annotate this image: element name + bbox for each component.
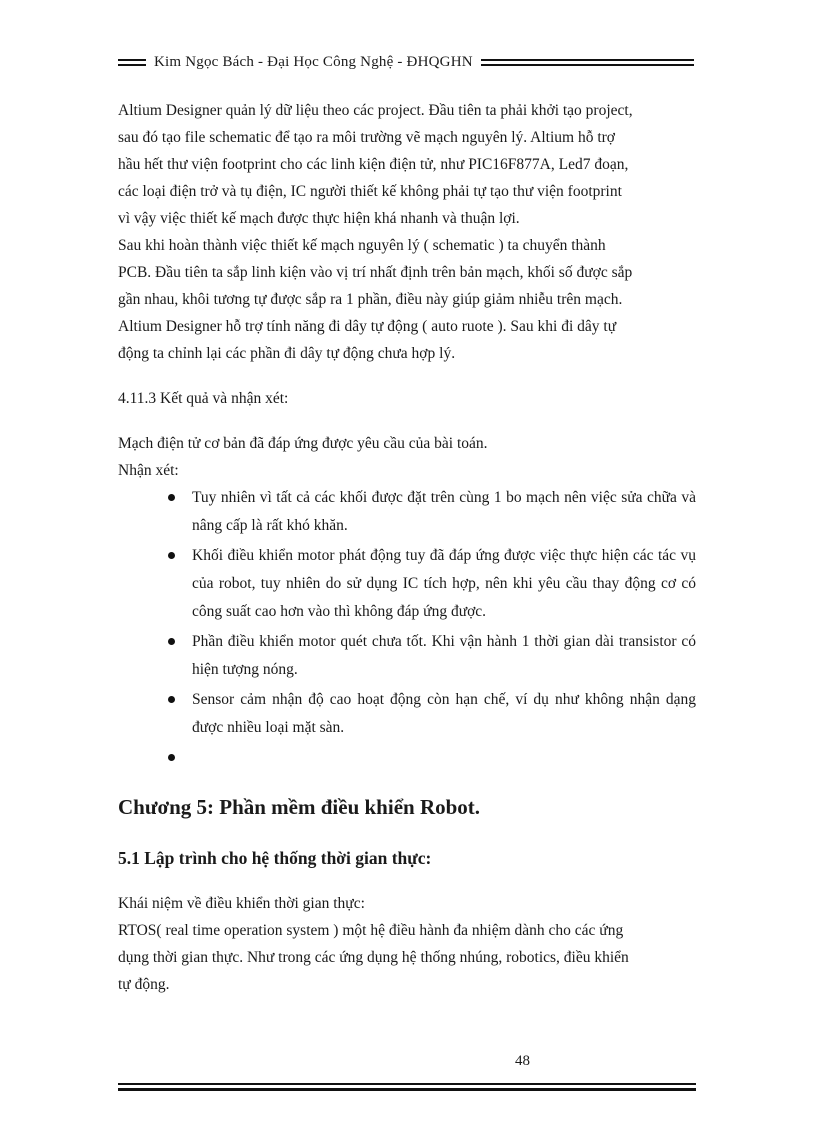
paragraph-line: các loại điện trở và tụ điện, IC người thiết kế không phải tự tạo thư viện footprint [118,183,622,200]
paragraph-line: hầu hết thư viện footprint cho các linh kiện điện tử, như PIC16F877A, Led7 đoạn, [118,156,629,173]
result-line: Mạch điện tử cơ bản đã đáp ứng được yêu cầu của bài toán. [118,435,488,452]
page-body [118,97,696,998]
rtos-paragraph [118,917,696,998]
list-item: Khối điều khiển motor phát động tuy đã đáp ứng được việc thực hiện các tác vụ của robot, tuy nhiên do sử dụng IC tích hợp, nên khi yêu cầu thay động cơ có công suất cao hơn vào thì không đáp ứng được. [192,542,696,626]
paragraph-line: động ta chỉnh lại các phần đi dây tự động chưa hợp lý. [118,345,456,362]
paragraph-line: Altium Designer hỗ trợ tính năng đi dây tự động ( auto ruote ). Sau khi đi dây tự [118,318,617,335]
paragraph-line: RTOS( real time operation system ) một hệ điều hành đa nhiệm dành cho các ứng [118,922,624,939]
list-item: Sensor cảm nhận độ cao hoạt động còn hạn chế, ví dụ như không nhận dạng được nhiều loại mặt sàn. [192,686,696,742]
header-rule-right [481,59,694,66]
paragraph-line: sau đó tạo file schematic để tạo ra môi trường vẽ mạch nguyên lý. Altium hỗ trợ [118,129,615,146]
paragraph-line: Altium Designer quản lý dữ liệu theo các project. Đầu tiên ta phải khởi tạo project, [118,102,633,119]
page-header [118,50,694,74]
remarks-label: Nhận xét: [118,462,179,479]
page-number: 48 [515,1053,530,1069]
header-title: Kim Ngọc Bách - Đại Học Công Nghệ - ĐHQGHN [154,53,473,70]
intro-paragraph [118,97,696,232]
rtos-concept-label: Khái niệm về điều khiển thời gian thực: [118,895,365,912]
paragraph-line: tự động. [118,976,170,993]
paragraph-line: dụng thời gian thực. Như trong các ứng dụng hệ thống nhúng, robotics, điều khiển [118,949,629,966]
header-rule-left [118,59,146,66]
paragraph-line: gần nhau, khôi tương tự được sắp ra 1 phần, điều này giúp giảm nhiễu trên mạch. [118,291,623,308]
section-heading-5-1: 5.1 Lập trình cho hệ thống thời gian thực: [118,848,432,868]
paragraph-line: PCB. Đầu tiên ta sắp linh kiện vào vị trí nhất định trên bản mạch, khối số được sắp [118,264,633,281]
list-item: Tuy nhiên vì tất cả các khối được đặt trên cùng 1 bo mạch nên việc sửa chữa và nâng cấp là rất khó khăn. [192,484,696,540]
footer-rule [118,1083,696,1091]
pcb-paragraph [118,232,696,367]
chapter-title: Chương 5: Phần mềm điều khiển Robot. [118,795,481,819]
paragraph-line: vì vậy việc thiết kế mạch được thực hiện khá nhanh và thuận lợi. [118,210,520,227]
paragraph-line: Sau khi hoàn thành việc thiết kế mạch nguyên lý ( schematic ) ta chuyển thành [118,237,606,254]
empty-list-item [192,744,696,772]
section-heading-4-11-3: 4.11.3 Kết quả và nhận xét: [118,390,289,407]
remarks-list [118,484,696,772]
list-item: Phần điều khiển motor quét chưa tốt. Khi vận hành 1 thời gian dài transistor có hiện tượng nóng. [192,628,696,684]
